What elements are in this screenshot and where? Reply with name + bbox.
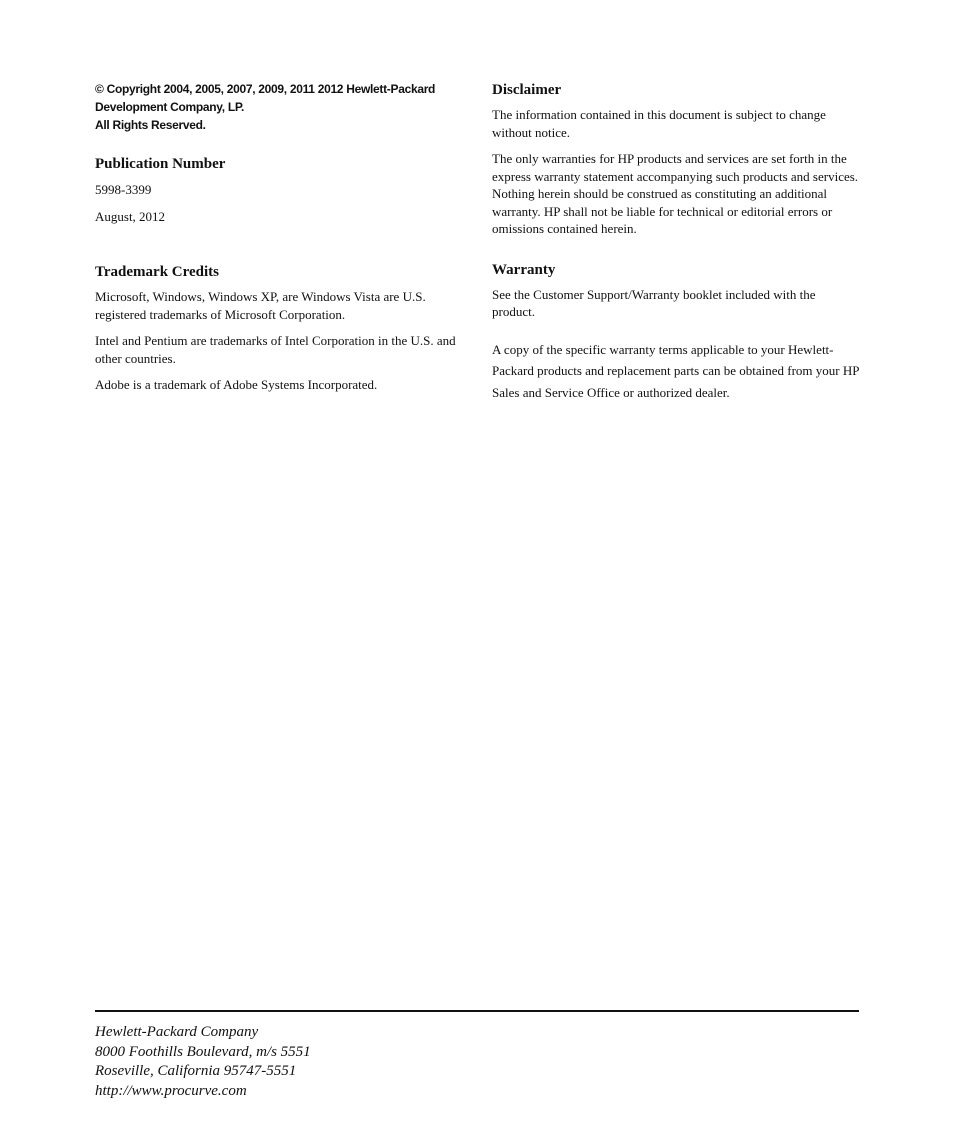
company-address	[95, 1023, 311, 1101]
street-address: 8000 Foothills Boulevard, m/s 5551	[95, 1043, 311, 1060]
trademark-paragraph: Microsoft, Windows, Windows XP, are Windows Vista are U.S. registered trademarks of Microsoft Corporation.	[95, 289, 426, 322]
copyright-line: All Rights Reserved.	[95, 118, 206, 132]
disclaimer-paragraph: The information contained in this document is subject to change without notice.	[492, 107, 826, 140]
company-name: Hewlett-Packard Company	[95, 1024, 259, 1040]
trademark-paragraph: Adobe is a trademark of Adobe Systems Incorporated.	[95, 377, 378, 392]
copyright-line: Development Company, LP.	[95, 100, 245, 114]
warranty-paragraph: A copy of the specific warranty terms applicable to your Hewlett-Packard products and replacement parts can be obtained from your HP Sales and Service Office or authorized dealer.	[492, 341, 860, 400]
publication-date: August, 2012	[95, 208, 166, 224]
trademark-section	[95, 262, 463, 394]
warranty-paragraph: See the Customer Support/Warranty booklet included with the product.	[492, 286, 816, 319]
warranty-section	[492, 260, 860, 404]
publication-number: 5998-3399	[95, 182, 152, 197]
disclaimer-heading: Disclaimer	[492, 82, 562, 98]
publication-section	[95, 154, 463, 225]
company-url[interactable]: http://www.procurve.com	[95, 1082, 247, 1099]
warranty-heading: Warranty	[492, 261, 556, 278]
city-address: Roseville, California 95747-5551	[95, 1063, 297, 1079]
trademark-paragraph: Intel and Pentium are trademarks of Intel Corporation in the U.S. and other countries.	[95, 333, 456, 366]
trademark-heading: Trademark Credits	[95, 264, 220, 280]
footer-divider	[95, 1010, 859, 1012]
disclaimer-paragraph: The only warranties for HP products and services are set forth in the express warranty statement accompanying such products and services. Nothing herein should be construed as constituting an additional warranty. HP shall not be liable for technical or editorial errors or omissions contained herein.	[492, 151, 859, 236]
right-column	[492, 80, 860, 403]
copyright-notice	[95, 80, 463, 134]
copyright-line: © Copyright 2004, 2005, 2007, 2009, 2011 2012 Hewlett-Packard	[95, 82, 436, 96]
disclaimer-section	[492, 80, 860, 238]
publication-heading: Publication Number	[95, 156, 226, 172]
left-column	[95, 80, 463, 403]
